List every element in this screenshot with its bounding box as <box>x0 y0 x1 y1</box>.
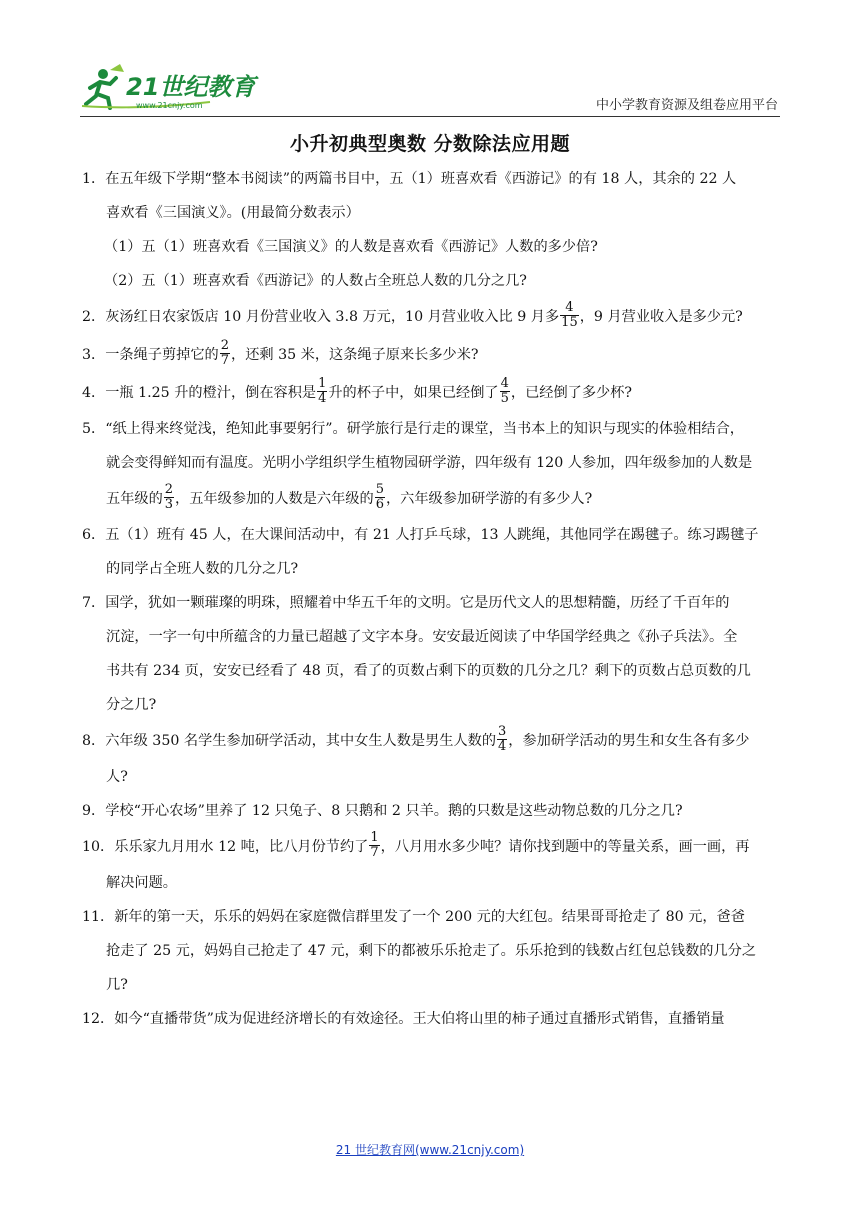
question-text: 抢走了 25 元，妈妈自己抢走了 47 元，剩下的都被乐乐抢走了。乐乐抢到的钱数占红包总钱数的几分之 <box>106 943 757 959</box>
question-text: 的同学占全班人数的几分之几? <box>106 561 299 577</box>
question-text: 沉淀，一字一句中所蕴含的力量已超越了文字本身。安安最近阅读了中华国学经典之《孙子兵法》。全 <box>106 629 738 645</box>
runner-logo-icon <box>80 62 280 114</box>
question-text: 1．在五年级下学期“整本书阅读”的两篇书目中，五（1）班喜欢看《西游记》的有 18 人，其余的 22 人 <box>82 171 737 187</box>
question-text: 人? <box>106 769 128 785</box>
question-text: 12．如今“直播带货”成为促进经济增长的有效途径。王大伯将山里的柿子通过直播形式销售，直播销量 <box>82 1011 725 1027</box>
question-text: 4．一瓶 1.25 升的橙汁，倒在容积是 <box>82 385 317 401</box>
question-text: 就会变得鲜知而有温度。光明小学组织学生植物园研学游，四年级有 120 人参加，四年级参加的人数是 <box>106 455 753 471</box>
page-footer <box>0 1141 860 1158</box>
sub-question: （2）五（1）班喜欢看《西游记》的人数占全班总人数的几分之几? <box>104 273 527 289</box>
question-text: 11．新年的第一天，乐乐的妈妈在家庭微信群里发了一个 200 元的大红包。结果哥哥抢走了 80 元，爸爸 <box>82 909 745 925</box>
question-text: 5．“纸上得来终觉浅，绝知此事要躬行”。研学旅行是行走的课堂，当书本上的知识与现实的体验相结合， <box>82 421 744 437</box>
logo-text: 21世纪教育 <box>126 73 256 101</box>
sub-question: （1）五（1）班喜欢看《三国演义》的人数是喜欢看《西游记》人数的多少倍? <box>104 239 598 255</box>
fraction: $\frac{4}{15}$ <box>561 299 578 330</box>
fraction: $\frac{1}{7}$ <box>370 829 379 860</box>
fraction: $\frac{1}{4}$ <box>318 375 327 406</box>
logo <box>80 62 280 114</box>
fraction: $\frac{4}{5}$ <box>500 375 509 406</box>
question-text: 6．五（1）班有 45 人，在大课间活动中，有 21 人打乒乓球，13 人跳绳，其他同学在踢毽子。练习踢毽子 <box>82 527 759 543</box>
question-text: ，六年级参加研学游的有多少人? <box>385 491 593 507</box>
question-text: 五年级的 <box>106 491 163 507</box>
question-10 <box>82 828 782 900</box>
question-text: 8．六年级 350 名学生参加研学活动，其中女生人数是男生人数的 <box>82 733 497 749</box>
platform-label: 中小学教育资源及组卷应用平台 <box>595 98 778 113</box>
question-4 <box>82 374 782 412</box>
question-1 <box>82 162 782 298</box>
question-text: 2．灰汤红日农家饭店 10 月份营业收入 3.8 万元，10 月营业收入比 9 月多 <box>82 309 560 325</box>
question-text: ，9 月营业收入是多少元? <box>579 309 743 325</box>
question-text: ，还剩 35 米，这条绳子原来长多少米? <box>231 347 479 363</box>
question-text: 几? <box>106 977 128 993</box>
question-5 <box>82 412 782 518</box>
question-12 <box>82 1002 782 1036</box>
question-text: 3．一条绳子剪掉它的 <box>82 347 219 363</box>
question-3 <box>82 336 782 374</box>
question-text: 升的杯子中，如果已经倒了 <box>328 385 499 401</box>
question-text: 10．乐乐家九月用水 12 吨，比八月份节约了 <box>82 839 369 855</box>
question-text: 解决问题。 <box>106 875 177 891</box>
fraction: $\frac{2}{3}$ <box>164 481 174 512</box>
question-8 <box>82 722 782 794</box>
question-text: ，参加研学活动的男生和女生各有多少 <box>508 733 750 749</box>
question-text: ，已经倒了多少杯? <box>510 385 633 401</box>
question-2 <box>82 298 782 336</box>
question-9 <box>82 794 782 828</box>
question-text: 7．国学，犹如一颗璀璨的明珠，照耀着中华五千年的文明。它是历代文人的思想精髓，历经了千百年的 <box>82 595 730 611</box>
header-divider <box>80 116 780 117</box>
page-header <box>80 62 780 118</box>
fraction: $\frac{2}{7}$ <box>220 337 229 368</box>
question-text: 9．学校“开心农场”里养了 12 只兔子、8 只鹅和 2 只羊。鹅的只数是这些动物总数的几分之几? <box>82 803 683 819</box>
question-6 <box>82 518 782 586</box>
question-text: ，八月用水多少吨？请你找到题中的等量关系，画一画，再 <box>380 839 750 855</box>
fraction: $\frac{5}{6}$ <box>375 481 384 512</box>
question-text: ，五年级参加的人数是六年级的 <box>175 491 374 507</box>
question-7 <box>82 586 782 722</box>
footer-link[interactable]: 21 世纪教育网(www.21cnjy.com) <box>335 1143 525 1157</box>
question-list <box>82 162 782 1036</box>
question-text: 书共有 234 页，安安已经看了 48 页，看了的页数占剩下的页数的几分之几？剩下的页数占总页数的几 <box>106 663 751 679</box>
question-text: 分之几? <box>106 697 157 713</box>
page-title: 小升初典型奥数 分数除法应用题 <box>289 133 571 155</box>
logo-url: www.21cnjy.com <box>136 101 203 110</box>
question-text: 喜欢看《三国演义》。(用最简分数表示） <box>106 205 360 221</box>
fraction: $\frac{3}{4}$ <box>498 723 507 754</box>
question-11 <box>82 900 782 1002</box>
